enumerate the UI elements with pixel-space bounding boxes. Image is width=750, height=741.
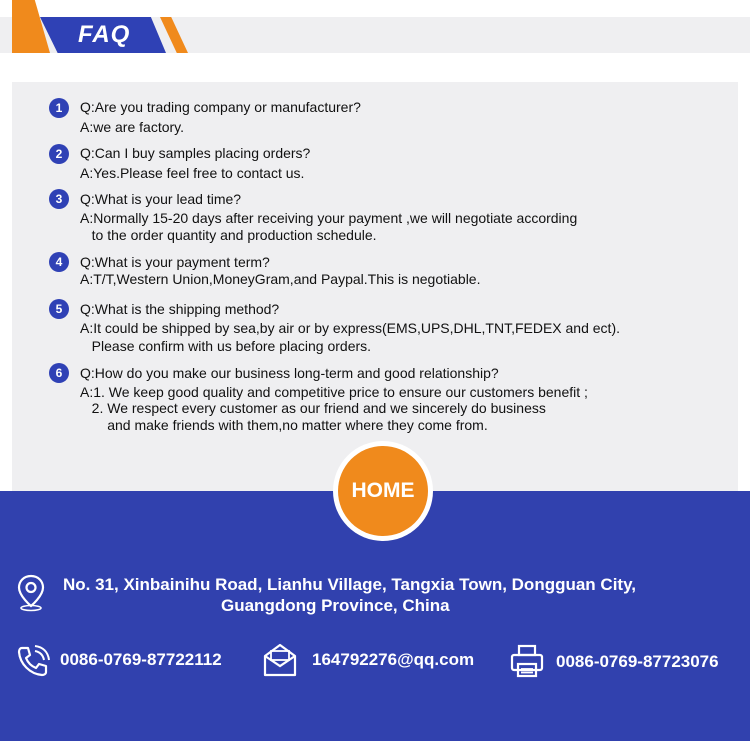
faq-answer: A:1. We keep good quality and competitive price to ensure our customers benefit ; (80, 384, 588, 400)
address (63, 574, 683, 616)
faq-question: Q:Are you trading company or manufacturer? (80, 99, 361, 115)
faq-question: Q:What is the shipping method? (80, 301, 280, 317)
home-button[interactable]: HOME (338, 446, 428, 536)
address-line-2: Guangdong Province, China (221, 596, 450, 615)
phone-icon (16, 644, 50, 683)
faq-number: 4 (49, 252, 69, 272)
faq-answer: A:T/T,Western Union,MoneyGram,and Paypal.This is negotiable. (80, 271, 481, 287)
faq-answer: to the order quantity and production schedule. (80, 227, 377, 243)
fax-number[interactable]: 0086-0769-87723076 (556, 652, 719, 671)
faq-question: Q:What is your payment term? (80, 254, 270, 270)
faq-number: 5 (49, 299, 69, 319)
location-pin-icon (16, 574, 46, 617)
faq-number: 1 (49, 98, 69, 118)
page-title: FAQ (78, 21, 131, 48)
phone-number[interactable]: 0086-0769-87722112 (60, 650, 222, 669)
faq-answer: A:It could be shipped by sea,by air or by express(EMS,UPS,DHL,TNT,FEDEX and ect). (80, 320, 620, 336)
faq-answer: Please confirm with us before placing orders. (80, 338, 372, 354)
faq-question: Q:What is your lead time? (80, 191, 242, 207)
faq-number: 6 (49, 363, 69, 383)
email-address[interactable]: 164792276@qq.com (312, 650, 475, 669)
address-line-1: No. 31, Xinbainihu Road, Lianhu Village, Tangxia Town, Dongguan City, (63, 575, 636, 594)
faq-question: Q:Can I buy samples placing orders? (80, 145, 311, 161)
fax-icon (510, 644, 544, 683)
faq-answer: and make friends with them,no matter where they come from. (80, 417, 488, 433)
faq-question: Q:How do you make our business long-term and good relationship? (80, 365, 499, 381)
faq-answer: A:Normally 15-20 days after receiving your payment ,we will negotiate according (80, 210, 578, 226)
faq-answer: A:Yes.Please feel free to contact us. (80, 165, 305, 181)
faq-number: 3 (49, 189, 69, 209)
faq-answer: 2. We respect every customer as our friend and we sincerely do business (80, 400, 546, 416)
mail-icon (262, 642, 298, 683)
faq-answer: A:we are factory. (80, 119, 185, 135)
faq-number: 2 (49, 144, 69, 164)
